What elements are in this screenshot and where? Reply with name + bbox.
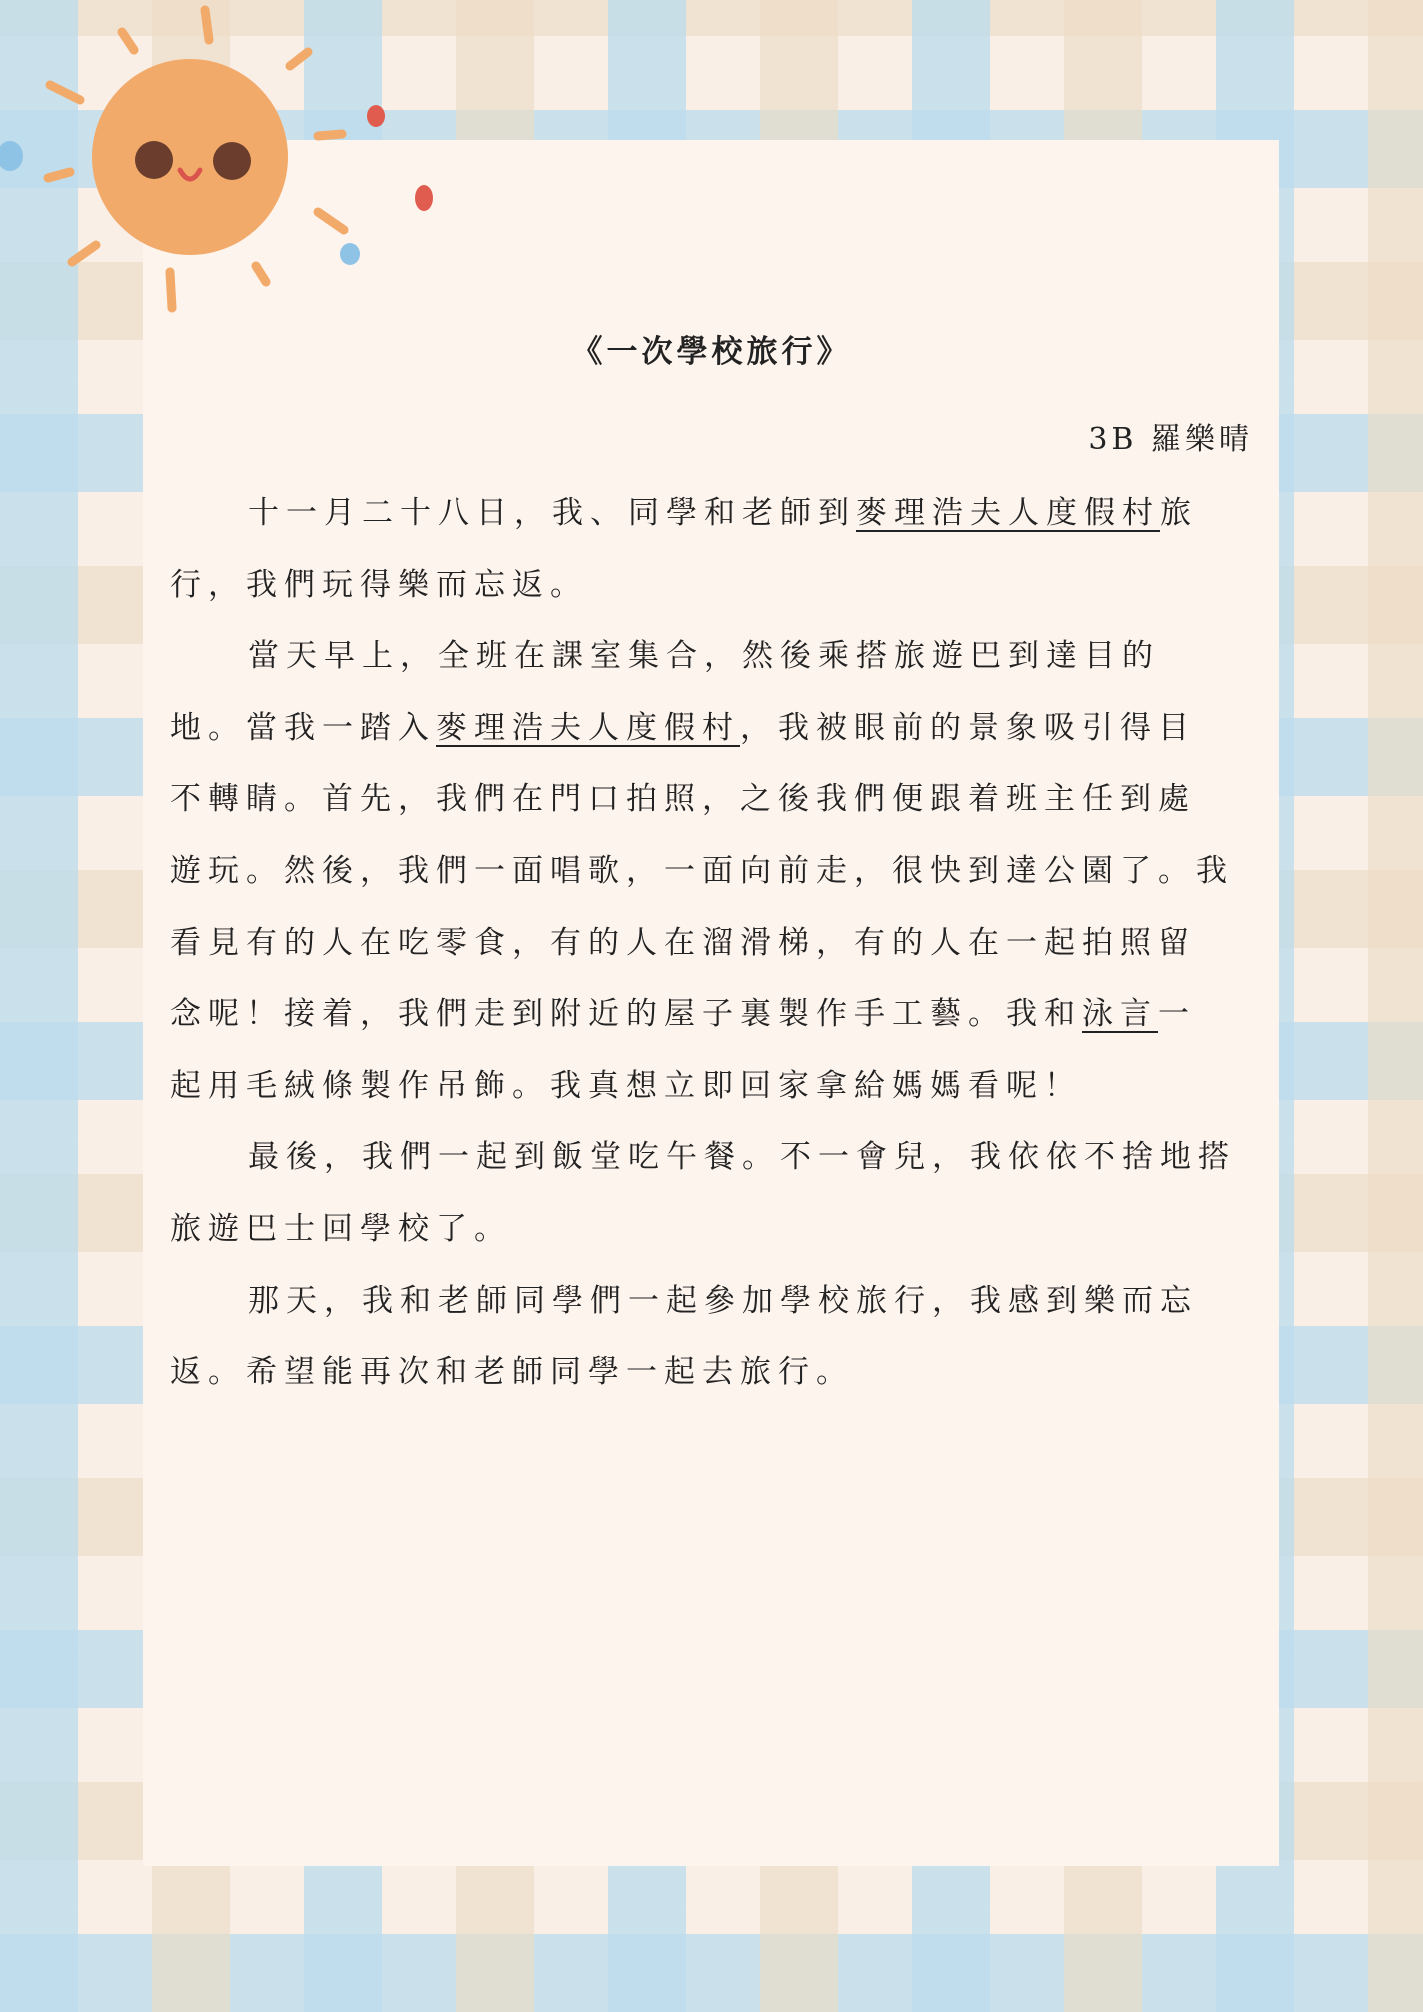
essay-line <box>170 918 1196 968</box>
proper-noun-underlined: 泳言 <box>1082 996 1158 1033</box>
text-segment: 起用毛絨條製作吊飾。我真想立即回家拿給媽媽看呢！ <box>170 1067 1082 1104</box>
essay-line <box>248 631 1160 681</box>
text-segment: 那天，我和老師同學們一起參加學校旅行，我感到樂而忘 <box>248 1282 1198 1319</box>
sun-illustration <box>0 0 440 340</box>
essay-line <box>170 703 1196 753</box>
text-segment: ，我被眼前的景象吸引得目 <box>740 709 1196 746</box>
essay-line <box>248 1132 1236 1182</box>
text-segment: 遊玩。然後，我們一面唱歌，一面向前走，很快到達公園了。我 <box>170 853 1234 889</box>
essay-line <box>170 1347 854 1397</box>
essay-title: 《一次學校旅行》 <box>571 334 852 370</box>
text-segment: 不轉睛。首先，我們在門口拍照，之後我們便跟着班主任到處 <box>170 781 1196 818</box>
sun-left-eye <box>135 141 173 179</box>
essay-line <box>248 488 1198 538</box>
text-segment: 看見有的人在吃零食，有的人在溜滑梯，有的人在一起拍照留 <box>170 924 1196 961</box>
sun-face <box>92 59 288 255</box>
text-segment: 當天早上，全班在課室集合，然後乘搭旅遊巴到達目的 <box>248 638 1160 675</box>
essay-line <box>170 846 1234 896</box>
text-segment: 十一月二十八日，我、同學和老師到 <box>248 495 856 531</box>
essay-line <box>170 989 1196 1039</box>
essay-line <box>170 1204 512 1254</box>
confetti-red-dot <box>367 105 385 127</box>
essay-line <box>170 560 588 610</box>
confetti-blue-dot <box>340 243 360 265</box>
confetti-red-dot <box>415 185 433 211</box>
text-segment: 返。希望能再次和老師同學一起去旅行。 <box>170 1354 854 1391</box>
essay-line <box>170 1061 1082 1111</box>
text-segment: 念呢！接着，我們走到附近的屋子裏製作手工藝。我和 <box>170 996 1082 1033</box>
text-segment: 旅 <box>1160 495 1198 531</box>
text-segment: 旅遊巴士回學校了。 <box>170 1211 512 1247</box>
sun-right-eye <box>213 142 251 180</box>
confetti-blue-dot <box>0 141 23 171</box>
text-segment: 最後，我們一起到飯堂吃午餐。不一會兒，我依依不捨地搭 <box>248 1139 1236 1176</box>
author-name: 3B 羅樂晴 <box>1088 422 1253 457</box>
proper-noun-underlined: 麥理浩夫人度假村 <box>856 495 1160 531</box>
essay-line <box>248 1276 1198 1326</box>
text-segment: 行，我們玩得樂而忘返。 <box>170 566 588 603</box>
text-segment: 地。當我一踏入 <box>170 709 436 746</box>
proper-noun-underlined: 麥理浩夫人度假村 <box>436 709 740 746</box>
text-segment: 一 <box>1158 996 1196 1033</box>
essay-line <box>170 774 1196 824</box>
